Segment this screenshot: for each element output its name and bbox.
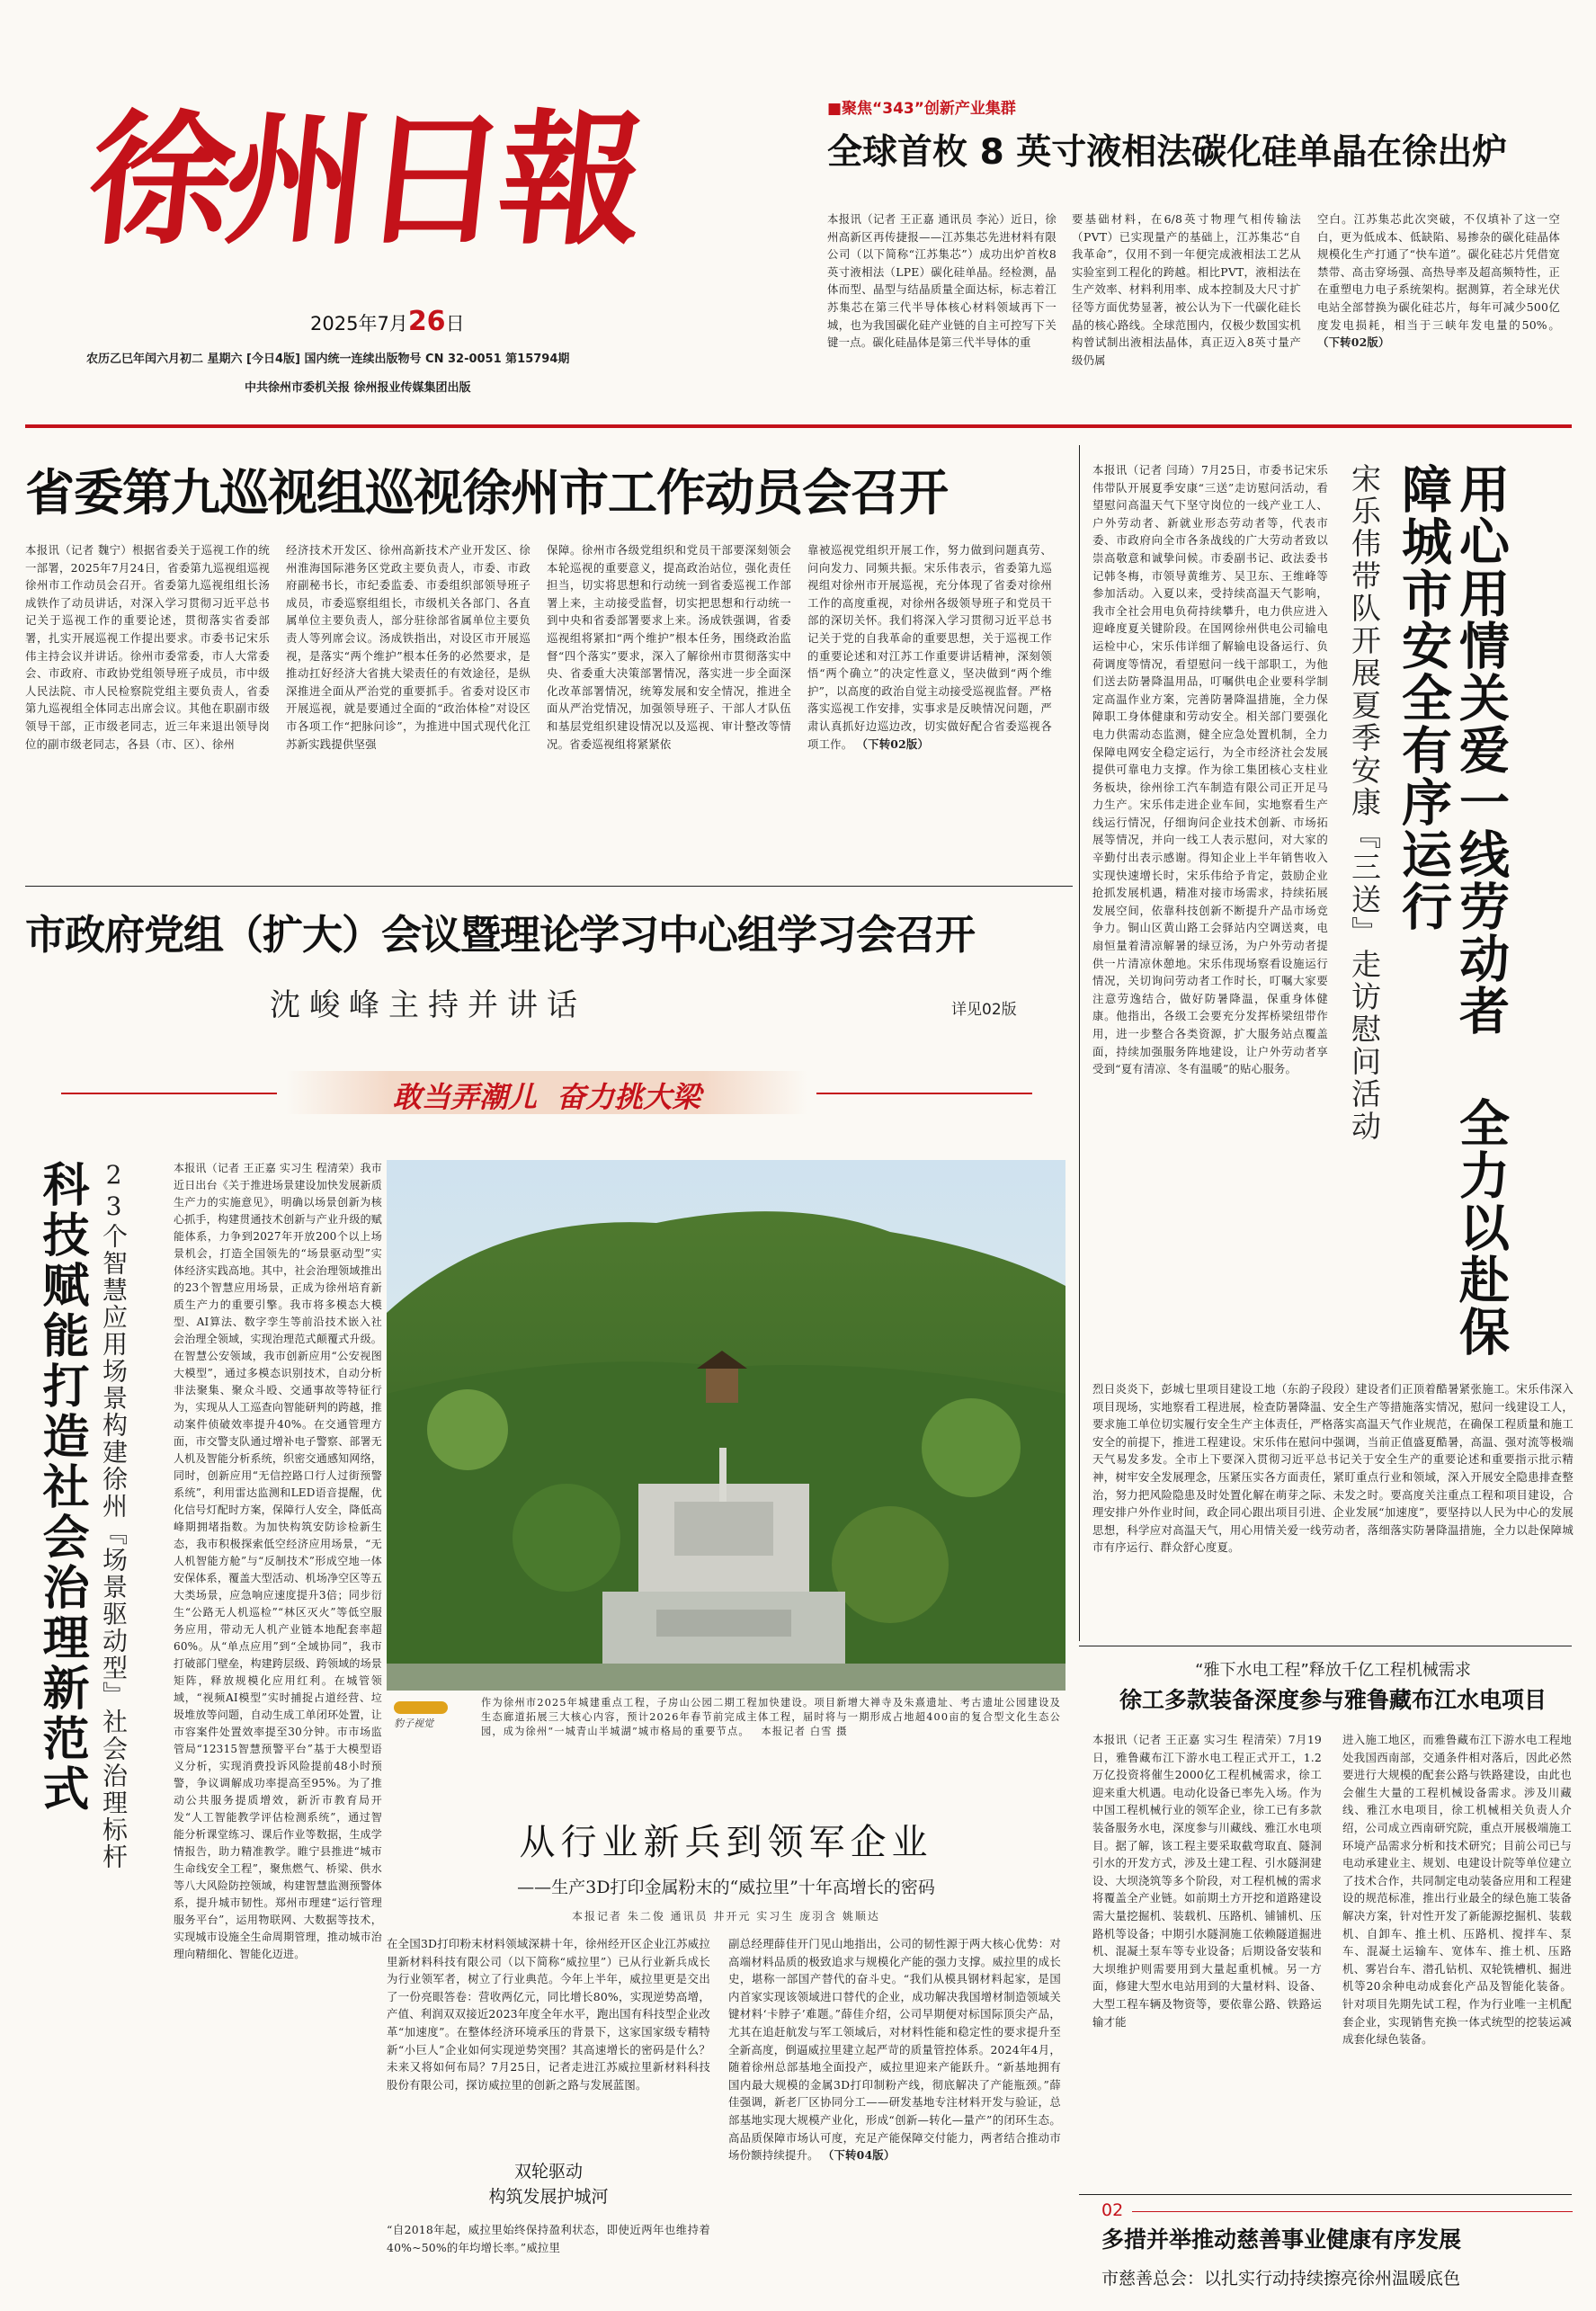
- lead-story-col4: [807, 541, 1052, 874]
- top-story-col3: [1317, 210, 1560, 406]
- banner-text: 敢当弄潮儿 奋力挑大梁: [392, 1080, 701, 1114]
- top-story-kicker: ■聚焦“343”创新产业集群: [827, 100, 1016, 118]
- newspaper-logo: 徐州日報: [81, 95, 646, 264]
- right-column-divider: [1079, 445, 1080, 1641]
- teaser-line: [1132, 2211, 1573, 2212]
- photo-brand: [394, 1698, 475, 1734]
- second-story: [25, 890, 1073, 1052]
- banner-line-right: [816, 1093, 1032, 1094]
- feature-story: [387, 1807, 1065, 2302]
- feature-col2: [728, 1935, 1061, 2295]
- feature-section-title-2: 构筑发展护城河: [488, 2187, 609, 2207]
- tech-story-vertical-subtitle: 23个智慧应用场景构建徐州『场景驱动型』社会治理标杆: [99, 1160, 129, 1870]
- feature-byline: 本报记者 朱二俊 通讯员 井开元 实习生 庞羽含 姚顺达: [572, 1910, 880, 1923]
- masthead: [0, 0, 809, 423]
- photo-brand-label: 豹子视觉: [394, 1718, 433, 1729]
- top-story-col3-text: 空白。江苏集芯此次突破，不仅填补了这一空白，更为低成本、低缺陷、易掺杂的碳化硅晶体规模化生产打通了“快车道”。碳化硅芯片凭借宽禁带、高击穿场强、高热导率及超高频特性，正在重塑电力电子系统架构。据测算，若全球光伏电站全部替换为碳化硅芯片，每年可减少500亿度发电损耗，相当于三峡年发电量的50%。: [1317, 212, 1560, 332]
- top-story-continued: （下转02版）: [1317, 335, 1390, 350]
- hydro-headline: 徐工多款装备深度参与雅鲁藏布江水电项目: [1119, 1687, 1547, 1713]
- teaser-headline: 多措并举推动慈善事业健康有序发展: [1101, 2226, 1462, 2253]
- hydro-kicker: “雅下水电工程”释放千亿工程机械需求: [1195, 1661, 1471, 1680]
- issue-date: [310, 306, 465, 337]
- brand-leopard-icon: [394, 1701, 448, 1714]
- banner-line-left: [61, 1093, 277, 1094]
- lead-story: [25, 441, 1073, 890]
- top-story: [827, 90, 1574, 414]
- lead-story-col2: 经济技术开发区、徐州高新技术产业开发区、徐州淮海国际港务区党政主要负责人，市委、市政府副秘书长，市纪委监委、市委组织部领导班子成员，市委巡察组组长，市级机关各部门、各直属单位主要负责人，部分驻徐部省属单位主要负责人等列席会议。汤成铁指出，对设区市开展巡视，是落实“两个维护”根本任务的必然要求，是推动扛好经济大省挑大梁责任的有效途径，是纵深推进全面从严治党的重要抓手。省委对设区市开展巡视，就是要通过全面的“政治体检”对设区市各项工作“把脉问诊”，为推进中国式现代化江苏新实践提供坚强: [286, 543, 531, 751]
- top-story-headline: 全球首枚 8 英寸液相法碳化硅单晶在徐出炉: [827, 132, 1508, 173]
- photo-block: [387, 1160, 1065, 1807]
- top-story-col2: 要基础材料，在6/8英寸物理气相传输法（PVT）已实现量产的基础上，江苏集芯“自我革命”，仅用不到一年便完成液相法工艺从实验室到工程化的跨越。相比PVT，液相法在生产效率、材料利用率、成本控制及大尺寸扩径等方面优势显著，被公认为下一代碳化硅长晶的核心路线。全球范围内，仅极少数国实机构曾试制出液相法晶体，真正迈入8英寸量产级仍属: [1072, 212, 1301, 367]
- lead-story-col3: 保障。徐州市各级党组织和党员干部要深刻领会本轮巡视的重要意义，提高政治站位，强化责任担当，切实将思想和行动统一到省委巡视工作部署上来，主动接受监督，切实把思想和行动统一到中央和省委部署要求上来。汤成铁强调，省委巡视组将紧扣“两个维护”根本任务，围绕政治监督“四个落实”要求，深入了解徐州市贯彻落实中央、省委重大决策部署情况，落实进一步全面深化改革部署情况，统筹发展和安全情况，推进全面从严治党情况，加强领导班子、干部人才队伍和基层党组织建设情况以及巡视、审计整改等情况。省委巡视组将紧紧依: [547, 543, 791, 751]
- hydro-col2: 进入施工地区，而雅鲁藏布江下游水电工程地处我国西南部，交通条件相对落后，因此必然要进行大规模的配套公路与铁路建设，由此也会催生大量的工程机械设备需求。涉及川藏线、雅江水电项目，徐工机械相关负责人介绍，公司成立西南研究院，重点开展极端施工环境产品需求分析和技术研究；目前公司已与电动承建业主、规划、电建设计院等单位建立了技术合作，共同制定电动装备应用和工程建设的规范标准，推出行业最全的绿色施工装备解决方案，针对性开发了新能源挖掘机、装载机、自卸车、推土机、压路机、搅拌车、泵车、混凝土运输车、宽体车、推土机、压路机、雾岩台车、潜孔钻机、双轮铣槽机、掘进机等20余种电动成套化产品及智能化装备。针对项目先期先试工程，作为行业唯一主机配套企业，实现销售充换一体式统型的挖装运减成套化绿色装备。: [1342, 1733, 1572, 2047]
- tech-story-vertical-title: 科技赋能打造社会治理新范式: [34, 1160, 88, 1815]
- right-story-vertical-title: 用心用情关爱一线劳动者 全力以赴保障城市安全有序运行: [1394, 463, 1510, 1358]
- feature-continued: （下转04版）: [822, 2148, 896, 2163]
- lead-story-headline: 省委第九巡视组巡视徐州市工作动员会召开: [25, 464, 949, 522]
- second-story-subhead: 沈峻峰主持并讲话: [270, 987, 586, 1023]
- lead-story-rule: [25, 886, 1073, 887]
- photo-caption-text: 作为徐州市2025年城建重点工程，子房山公园二期工程加快建设。项目新增大禅寺及朱熹遗址、考古遗址公园建设及生态廊道拓展三大核心内容，预计2026年春节前完成主体工程，届时将与一期形成占地超400亩的复合型文化生态公园，成为徐州“一城青山半城湖”城市格局的重要节点。: [481, 1697, 1061, 1737]
- issue-info-line: 农历乙巳年闰六月初二 星期六 [今日4版] 国内统一连续出版物号 CN 32-0051 第15794期: [86, 352, 570, 366]
- publisher-line: 中共徐州市委机关报 徐州报业传媒集团出版: [245, 381, 471, 395]
- second-story-headline: 市政府党组（扩大）会议暨理论学习中心组学习会召开: [25, 911, 976, 959]
- teaser-subhead: 市慈善总会：以扎实行动持续擦亮徐州温暖底色: [1101, 2269, 1461, 2289]
- park-photo: [387, 1160, 1065, 1691]
- date-suffix: 日: [445, 313, 465, 335]
- date-day: 26: [407, 306, 446, 337]
- feature-section-title-1: 双轮驱动: [513, 2162, 583, 2182]
- hydro-col1: 本报讯（记者 王正嘉 实习生 程清荣）7月19日，雅鲁藏布江下游水电工程正式开工，1.2万亿投资将催生2000亿工程机械需求，徐工迎来重大机遇。电动化设备已率先入场。作为中国工程机械行业的领军企业，徐工已有多款装备服务水电，深度参与川藏线、雅江水电项目。据了解，该工程主要采取截弯取直、隧洞引水的开发方式，涉及土建工程、引水隧洞建设、大坝浇筑等多个阶段，对工程机械的需求将覆盖全产业链。如前期土方开挖和道路建设需大量挖掘机、装载机、压路机、铺铺机、压路机等设备；中期引水隧洞施工依赖隧道掘进机、混凝土泵车等专业设备；后期设备安装和大坝维护则需要用到大量起重机械。另一方面，修建大型水电站用到的大量材料、设备、大型工程车辆及物资等，要依靠公路、铁路运输才能: [1092, 1733, 1322, 2029]
- masthead-rule: [25, 424, 1572, 428]
- second-story-see-more[interactable]: 详见02版: [951, 1001, 1017, 1019]
- right-story: [1092, 445, 1578, 1641]
- lead-story-col4-text: 靠被巡视党组织开展工作，努力做到问题真劳、问向发力、同频共振。宋乐伟表示，省委第九巡视组对徐州市开展巡视，充分体现了省委对徐州工作的高度重视，对徐州各级领导班子和党员干部的深切关怀。我们将深入学习贯彻习近平总书记关于党的自我革命的重要思想，关于巡视工作的重要论述和对江苏工作重要讲话精神，深刻领悟“两个确立”的决定性意义，坚决做到“两个维护”，以高度的政治自觉主动接受巡视监督。严格落实巡视工作安排，实事求是反映情况问题，严肃认真抓好边巡边改，切实做好配合省委巡视各项工作。: [807, 543, 1052, 751]
- feature-col1: 在全国3D打印粉末材料领域深耕十年，徐州经开区企业江苏威拉里新材料科技有限公司（以下简称“威拉里”）已从行业新兵成长为行业领军者，树立了行业典范。今年上半年，威拉里更是交出了一份亮眼答卷：营收两亿元，同比增长80%，实现逆势高增，产值、利润双双接近2023年度全年水平，跑出国有科技型企业改革“加速度”。在整体经济环境承压的背景下，这家国家级专精特新“小巨人”企业如何实现逆势突围？其高速增长的密码是什么？未来又将如何布局？7月25日，记者走进江苏威拉里新材料科技股份有限公司，探访威拉里的创新之路与发展蓝图。: [387, 1937, 710, 2092]
- feature-subhead: ——生产3D打印金属粉末的“威拉里”十年高增长的密码: [517, 1878, 935, 1897]
- right-story-body-top: 本报讯（记者 闫琦）7月25日，市委书记宋乐伟带队开展夏季安康“三送”走访慰问活动，看望慰问高温天气下坚守岗位的一线产业工人、户外劳动者、新就业形态劳动者等，代表市委、市政府向全市各条战线的广大劳动者致以崇高敬意和诚挚问候。市委副书记、政法委书记韩冬梅，市领导黄维芳、吴卫东、王维峰等参加活动。入夏以来，受持续高温天气影响，我市全社会用电负荷持续攀升，电力供应进入迎峰度夏关键阶段。在国网徐州供电公司输电运检中心，宋乐伟详细了解输电设备运行、负荷调度等情况，看望慰问一线干部职工，为他们送去防暑降温用品，叮嘱供电企业要科学制定高温作业方案，完善防暑降温措施，全力保障职工身体健康和劳动安全。相关部门要强化电力供需动态监测，健全应急处置机制，全力保障电网安全稳定运行，为全市经济社会发展提供可靠电力支撑。作为徐工集团核心支柱业务板块，徐州徐工汽车制造有限公司正开足马力生产。宋乐伟走进企业车间，实地察看生产线运行情况，仔细询问企业技术创新、市场拓展等情况，并向一线工人表示慰问，对大家的辛勤付出表示感谢。得知企业上半年销售收入实现快速增长时，宋乐伟给予肯定，鼓励企业抢抓发展机遇，精准对接市场需求，持续拓展发展空间，依靠科技创新不断提升产品市场竞争力。铜山区黄山路工会驿站内空调送爽，电扇恒量着清凉解暑的绿豆汤，为户外劳动者提供一片清凉休憩地。宋乐伟现场察看设施运行情况，关切询问劳动者工作时长，叮嘱大家要注意劳逸结合，做好防暑降温，保重身体健康。他指出，各级工会要充分发挥桥梁纽带作用，进一步整合各类资源，扩大服务站点覆盖面，持续加强服务阵地建设，让户外劳动者享受到“夏有清凉、冬有温暖”的贴心服务。: [1092, 463, 1328, 1076]
- banner: [25, 1066, 1073, 1120]
- feature-headline: 从行业新兵到领军企业: [519, 1822, 933, 1863]
- feature-col1b: “自2018年起，威拉里始终保持盈利状态，即使近两年也维持着40%~50%的年均增长率。”威拉里: [387, 2223, 710, 2254]
- lead-story-continued: （下转02版）: [856, 736, 930, 751]
- date-prefix: 2025年7月: [310, 313, 408, 335]
- photo-caption: [481, 1696, 1061, 1753]
- tech-story: [25, 1133, 394, 2302]
- feature-col2-text: 副总经理薛佳开门见山地指出，公司的韧性源于两大核心优势：对高端材料品质的极致追求与规模化产能的强力支撑。威拉里的成长史，堪称一部国产替代的奋斗史。“我们从模具钢材料起家，是国内首家实现该领域进口替代的企业，成功解决我国增材制造领域关键材料‘卡脖子’难题。”薛佳介绍，公司早期便对标国际顶尖产品，尤其在追赶航发与军工领域后，对材料性能和稳定性的要求提升至全新高度，倒逼威拉里建立起严苛的质量管控体系。2024年4月，随着徐州总部基地全面投产，威拉里迎来产能跃升。“新基地拥有国内最大规模的金属3D打印制粉产线，彻底解决了产能瓶颈。”薛佳强调，新老厂区协同分工——研发基地专注材料开发与验证，总部基地实现大规模产业化，形成“创新—转化—量产”的闭环生态。高品质保障市场认可度，充足产能保障交付能力，两者结合推动市场份额持续提升。: [728, 1937, 1061, 2163]
- lead-story-col1: 本报讯（记者 魏宁）根据省委关于巡视工作的统一部署，2025年7月24日，省委第九巡视组巡视徐州市工作动员会召开。省委第九巡视组组长汤成铁作了动员讲话，对深入学习贯彻习近平总书记关于巡视工作的重要论述，贯彻落实省委部署，扎实开展巡视工作提出要求。市委书记宋乐伟主持会议并讲话。徐州市委常委，市人大常委会、市政府、市政协党组领导班子成员，市中级人民法院、市人民检察院党组主要负责人，省委第九巡视组全体同志出席会议。其他在职副市级领导干部，正市级老同志，近三年来退出领导岗位的副市级老同志，各县（市、区）、徐州: [25, 543, 270, 751]
- hydro-story: [1092, 1650, 1574, 2194]
- tech-story-body: 本报讯（记者 王正嘉 实习生 程清荣）我市近日出台《关于推进场景建设加快发展新质生产力的实施意见》，明确以场景创新为核心抓手，构建贯通技术创新与产业升级的赋能体系，力争到2027年开放200个以上场景机会，打造全国领先的“场景驱动型”实体经济实践高地。其中，社会治理领域推出的23个智慧应用场景，正成为徐州培育新质生产力的重要引擎。我市将多模态大模型、AI算法、数字孪生等前沿技术嵌入社会治理全领域，实现治理范式颠覆式升级。在智慧公安领域，我市创新应用“公安视图大模型”，通过多模态识别技术，自动分析非法聚集、聚众斗殴、交通事故等特征行为，实现从人工巡查向智能研判的跨越，推动案件侦破效率提升40%。在交通管理方面，市交警支队通过增补电子警察、部署无人机及智能分析系统，织密交通感知网络，同时，创新应用“无信控路口行人过街预警系统”，利用雷达监测和LED语音提醒，优化信号灯配时方案，保障行人安全，降低高峰期拥堵指数。为加快构筑安防诊检新生态，我市积极探索低空经济应用场景，“无人机智能方舱”与“反制技术”形成空地一体安保体系，覆盖大型活动、机场净空区等五大类场景，应急响应速度提升3倍；同步衍生“公路无人机巡检”“林区灭火”等低空服务应用，带动无人机产业链本地配套率超60%。从“单点应用”到“全域协同”，我市打破部门壁垒，构建跨层级、跨领域的场景矩阵，释放规模化应用红利。在城管领域，“视频AI模型”实时捕捉占道经营、垃圾堆放等问题，自动生成工单闭环处置，让市容案件处置效率提至30分钟。市市场监管局“12315智慧预警平台”基于大模型语义分析，实现消费投诉风险提前48小时预警，争议调解成功率提高至95%。为了推动公共服务提质增效，新沂市教育局开发“人工智能教学评估检测系统”，通过智能分析课堂练习、课后作业等数据，生成学情报告，助力精准教学。睢宁县推进“城市生命线安全工程”，聚焦燃气、桥梁、供水等八大风险防控领域，构建智慧监测预警体系，提升城市韧性。郑州市理建“运行管理服务平台”，运用物联网、大数据等技术，实现城市设施全生命周期管理，推动城市治理向精细化、智能化迈进。: [174, 1162, 382, 1960]
- top-story-col1: 本报讯（记者 王正嘉 通讯员 李沁）近日，徐州高新区再传捷报——江苏集芯先进材料有限公司（以下简称“江苏集芯”）成功出炉首枚8英寸液相法（LPE）碳化硅单晶。经检测，晶体而型、晶型与结晶质量全面达标，标志着江苏集芯在第三代半导体核心材料领域再下一城，也为我国碳化硅产业链的自主可控写下关键一点。碳化硅晶体是第三代半导体的重: [827, 212, 1057, 350]
- photo-credit: 本报记者 白雪 摄: [761, 1726, 848, 1737]
- teaser-page-number: 02: [1101, 2200, 1124, 2220]
- right-story-body-bottom: 烈日炎炎下，彭城七里项目建设工地（东韵子段段）建设者们正顶着酷暑紧张施工。宋乐伟深入项目现场，实地察看工程进展，检查防暑降温、安全生产等措施落实情况，慰问一线建设工人，要求施工单位切实履行安全生产主体责任，严格落实高温天气作业规范，在确保工程质量和施工安全的前提下，推进工程建设。宋乐伟在慰问中强调，当前正值盛夏酷暑，高温、强对流等极端天气易发多发。全市上下要深入贯彻习近平总书记关于安全生产的重要论述和重要指示批示精神，树牢安全发展理念，压紧压实各方面责任，紧盯重点行业和领域，深入开展安全隐患排查整治，努力把风险隐患及时处置化解在萌芽之际、未发之时。要高度关注重点工程和项目建设，合理安排户外作业时间，政企同心跟出项目引进、企业发展“加速度”，要坚持以人民为中心的发展思想，科学应对高温天气，用心用情关爱一线劳动者，落细落实防暑降温措施，全力以赴保障城市有序运行、群众舒心度夏。: [1092, 1382, 1574, 1555]
- bottom-right-rule: [1079, 2194, 1572, 2195]
- right-story-vertical-subtitle: 宋乐伟带队开展夏季安康『三送』走访慰问活动: [1347, 463, 1382, 1143]
- teaser-box[interactable]: [1092, 2199, 1574, 2302]
